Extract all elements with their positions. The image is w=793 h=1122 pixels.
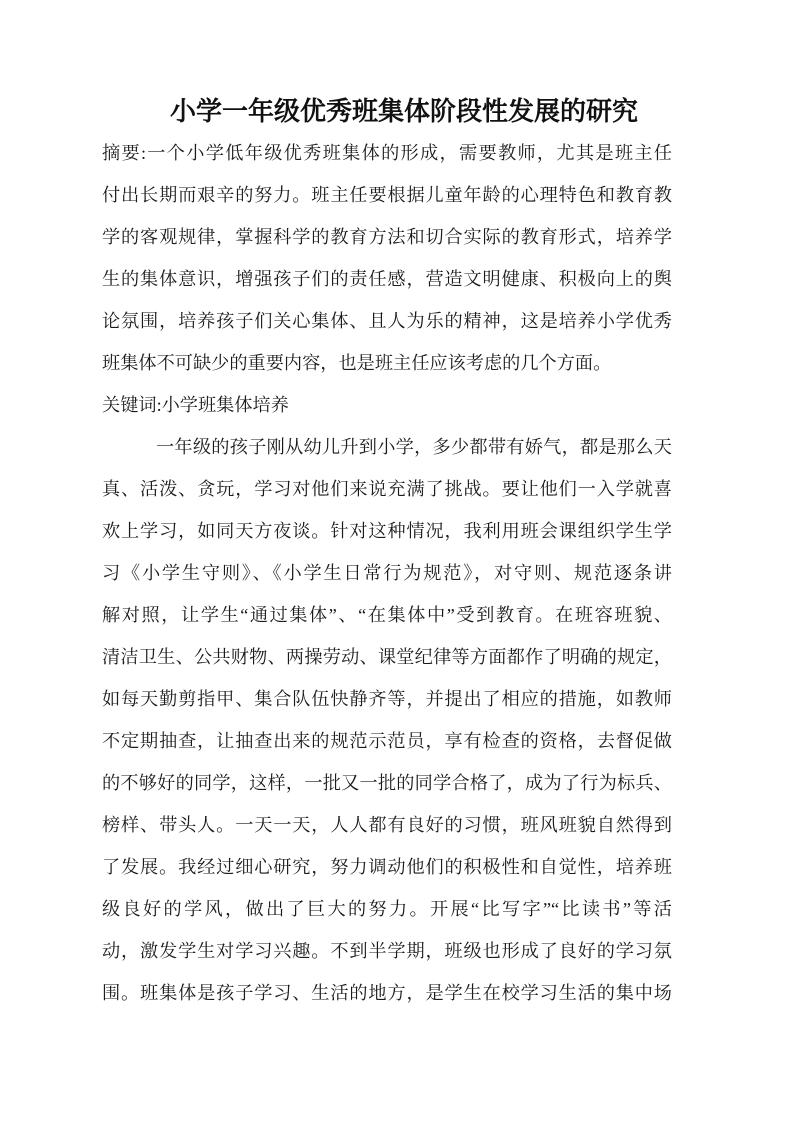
body-line: 级良好的学风，做出了巨大的努力。开展“比写字”“比读书”等活 (102, 899, 672, 919)
body-line: 如每天勤剪指甲、集合队伍快静齐等，并提出了相应的措施，如教师 (102, 689, 672, 709)
body-line: 真、活泼、贪玩，学习对他们来说充满了挑战。要让他们一入学就喜 (102, 479, 672, 499)
abstract-line-last: 班集体不可缺少的重要内容，也是班主任应该考虑的几个方面。 (102, 353, 612, 373)
body-line: 围。班集体是孩子学习、生活的地方，是学生在校学习生活的集中场 (102, 983, 672, 1003)
body-line: 不定期抽查，让抽查出来的规范示范员，享有检查的资格，去督促做 (102, 731, 672, 751)
abstract-line: 付出长期而艰辛的努力。班主任要根据儿童年龄的心理特色和教育教 (102, 185, 672, 205)
abstract-line: 学的客观规律，掌握科学的教育方法和切合实际的教育形式，培养学 (102, 227, 672, 247)
body-line: 清洁卫生、公共财物、两操劳动、课堂纪律等方面都作了明确的规定， (102, 647, 672, 667)
body-line: 习《小学生守则》、《小学生日常行为规范》，对守则、规范逐条讲 (102, 563, 672, 583)
abstract-line: 生的集体意识，增强孩子们的责任感，营造文明健康、积极向上的舆 (102, 269, 672, 289)
document-content (102, 90, 672, 1014)
body-line: 榜样、带头人。一天一天，人人都有良好的习惯，班风班貌自然得到 (102, 815, 672, 835)
document-title: 小学一年级优秀班集体阶段性发展的研究 (169, 96, 638, 126)
keywords-line: 关键词:小学班集体培养 (102, 395, 289, 415)
body-line: 解对照，让学生“通过集体”、“在集体中”受到教育。在班容班貌、 (102, 605, 672, 625)
body-line: 了发展。我经过细心研究，努力调动他们的积极性和自觉性，培养班 (102, 857, 672, 877)
body-line: 的不够好的同学，这样，一批又一批的同学合格了，成为了行为标兵、 (102, 773, 672, 793)
body-line: 欢上学习，如同天方夜谈。针对这种情况，我利用班会课组织学生学 (102, 521, 672, 541)
abstract-line: 论氛围，培养孩子们关心集体、且人为乐的精神，这是培养小学优秀 (102, 311, 672, 331)
body-line: 动，激发学生对学习兴趣。不到半学期，班级也形成了良好的学习氛 (102, 941, 672, 961)
body-line: 一年级的孩子刚从幼儿升到小学，多少都带有娇气，都是那么天 (156, 437, 672, 457)
abstract-line: 摘要:一个小学低年级优秀班集体的形成，需要教师，尤其是班主任 (102, 143, 672, 163)
